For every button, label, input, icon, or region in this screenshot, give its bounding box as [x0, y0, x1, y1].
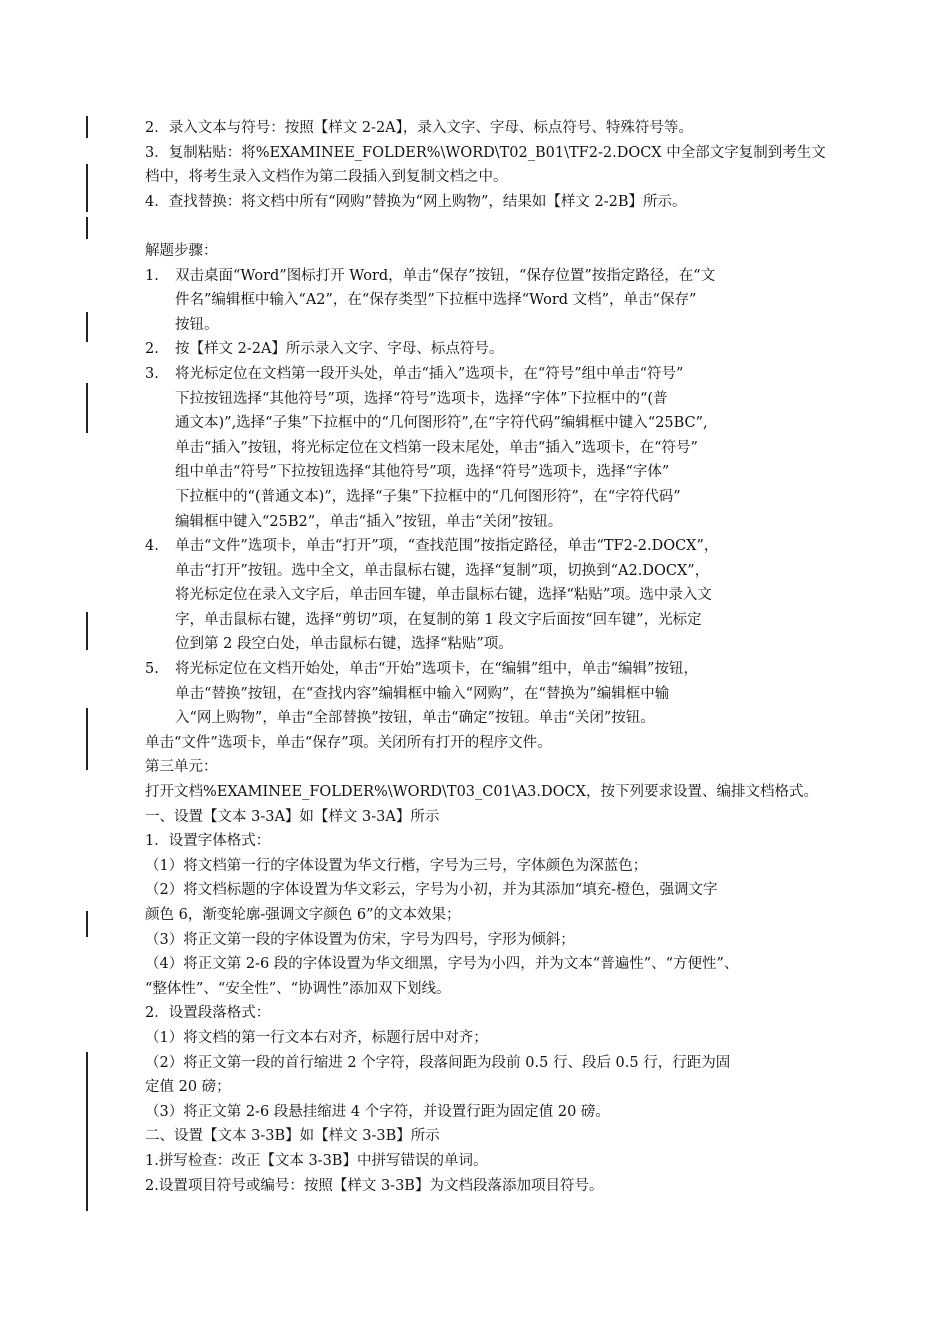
text-line: （3）将正文第一段的字体设置为仿宋，字号为四号，字形为倾斜；	[145, 931, 575, 948]
text-line: （3）将正文第 2-6 段悬挂缩进 4 个字符，并设置行距为固定值 20 磅。	[145, 1103, 610, 1120]
text-line: （2）将文档标题的字体设置为华文彩云，字号为小初，并为其添加“填充-橙色，强调文字	[145, 882, 718, 899]
change-bar	[86, 1052, 88, 1211]
step-line: 编辑框中键入“25B2”，单击“插入”按钮，单击“关闭”按钮。	[175, 513, 563, 530]
change-bar	[86, 383, 88, 433]
step-item	[145, 534, 825, 657]
text-line: 打开文档%EXAMINEE_FOLDER%\WORD\T03_C01\A3.DOCX，按下列要求设置、编排文档格式。	[145, 784, 818, 801]
step-line: 按钮。	[175, 316, 219, 333]
step-number: 2.	[145, 341, 159, 358]
change-bar	[86, 116, 88, 138]
step-item	[145, 264, 825, 338]
steps-heading: 解题步骤：	[145, 242, 218, 259]
step-line: 单击“文件”选项卡，单击“打开”项，“查找范围”按指定路径，单击“TF2-2.DOCX”，	[175, 538, 719, 555]
step-line: 单击“替换”按钮，在“查找内容”编辑框中输入“网购”，在“替换为”编辑框中输	[175, 685, 670, 702]
section-heading: 一、设置【文本 3-3A】如【样文 3-3A】所示	[145, 808, 440, 825]
task-line: 2．录入文本与符号：按照【样文 2-2A】，录入文字、字母、标点符号、特殊符号等。	[145, 120, 693, 136]
step-line: 下拉按钮选择“其他符号”项，选择“符号”选项卡，选择“字体”下拉框中的“(普	[175, 390, 668, 407]
text-line: 2.设置项目符号或编号：按照【样文 3-3B】为文档段落添加项目符号。	[145, 1177, 604, 1194]
text-line: 1．设置字体格式：	[145, 833, 271, 850]
step-line: 字，单击鼠标右键，选择“剪切”项，在复制的第 1 段文字后面按“回车键”，光标定	[175, 611, 702, 628]
change-bar	[86, 708, 88, 770]
step-line: 通文本)”,选择“子集”下拉框中的“几何图形符”,在“字符代码”编辑框中键入“25BC”,	[175, 415, 708, 432]
task-line: 档中，将考生录入文档作为第二段插入到复制文档之中。	[145, 169, 508, 186]
step-line: 件名”编辑框中输入“A2”，在“保存类型”下拉框中选择“Word 文档”，单击“保存”	[175, 292, 697, 309]
change-bar	[86, 164, 88, 212]
text-line: 定值 20 磅；	[145, 1079, 231, 1096]
document-body	[145, 116, 825, 1198]
change-bar	[86, 217, 88, 239]
change-bar	[86, 911, 88, 937]
step-item	[145, 337, 825, 362]
step-number: 5.	[145, 661, 159, 678]
step-item	[145, 362, 825, 534]
task-line: 4．查找替换：将文档中所有“网购”替换为“网上购物”，结果如【样文 2-2B】所示。	[145, 193, 687, 210]
text-line: 1.拼写检查：改正【文本 3-3B】中拼写错误的单词。	[145, 1152, 488, 1169]
unit-heading: 第三单元：	[145, 759, 218, 776]
step-line: 将光标定位在文档第一段开头处，单击“插入”选项卡，在“符号”组中单击“符号”	[175, 365, 684, 382]
text-line: “整体性”、“安全性”、“协调性”添加双下划线。	[145, 980, 451, 997]
text-line: （4）将正文第 2-6 段的字体设置为华文细黑，字号为小四，并为文本“普遍性”、“方便性”、	[145, 956, 739, 973]
step-line: 单击“打开”按钮。选中全文，单击鼠标右键，选择“复制”项，切换到“A2.DOCX”，	[175, 562, 710, 579]
step-number: 4.	[145, 538, 159, 555]
step-line: 将光标定位在文档开始处，单击“开始”选项卡，在“编辑”组中，单击“编辑”按钮，	[175, 661, 698, 678]
step-number: 1.	[145, 267, 159, 284]
change-bar	[86, 312, 88, 342]
step-line: 位到第 2 段空白处，单击鼠标右键，选择“粘贴”项。	[175, 636, 513, 653]
text-line: 2．设置段落格式：	[145, 1005, 271, 1022]
task-line: 3．复制粘贴：将%EXAMINEE_FOLDER%\WORD\T02_B01\TF2-2.DOCX 中全部文字复制到考生文	[145, 144, 826, 161]
step-number: 3.	[145, 365, 159, 382]
step-line: 下拉框中的“(普通文本)”，选择“子集”下拉框中的“几何图形符”，在“字符代码”	[175, 488, 681, 505]
step-line: 按【样文 2-2A】所示录入文字、字母、标点符号。	[175, 341, 504, 358]
blank-line	[145, 214, 825, 239]
step-line: 入“网上购物”，单击“全部替换”按钮，单击“确定”按钮。单击“关闭”按钮。	[175, 710, 655, 727]
section-heading: 二、设置【文本 3-3B】如【样文 3-3B】所示	[145, 1128, 440, 1145]
text-line: （1）将文档的第一行文本右对齐，标题行居中对齐；	[145, 1029, 488, 1046]
text-line: 颜色 6，渐变轮廓-强调文字颜色 6”的文本效果；	[145, 907, 461, 923]
step-line: 单击“插入”按钮，将光标定位在文档第一段末尾处，单击“插入”选项卡，在“符号”	[175, 439, 698, 456]
change-bar	[86, 612, 88, 650]
text-line: （1）将文档第一行的字体设置为华文行楷，字号为三号，字体颜色为深蓝色；	[145, 857, 648, 874]
step-line: 双击桌面“Word”图标打开 Word，单击“保存”按钮，“保存位置”按指定路径，在“文	[175, 267, 716, 284]
step-line: 将光标定位在录入文字后，单击回车键，单击鼠标右键，选择“粘贴”项。选中录入文	[175, 587, 712, 604]
text-line: 单击“文件”选项卡，单击“保存”项。关闭所有打开的程序文件。	[145, 734, 552, 751]
step-item	[145, 657, 825, 731]
step-line: 组中单击“符号”下拉按钮选择“其他符号”项，选择“符号”选项卡，选择“字体”	[175, 464, 670, 481]
text-line: （2）将正文第一段的首行缩进 2 个字符，段落间距为段前 0.5 行、段后 0.5 行，行距为固	[145, 1054, 731, 1071]
